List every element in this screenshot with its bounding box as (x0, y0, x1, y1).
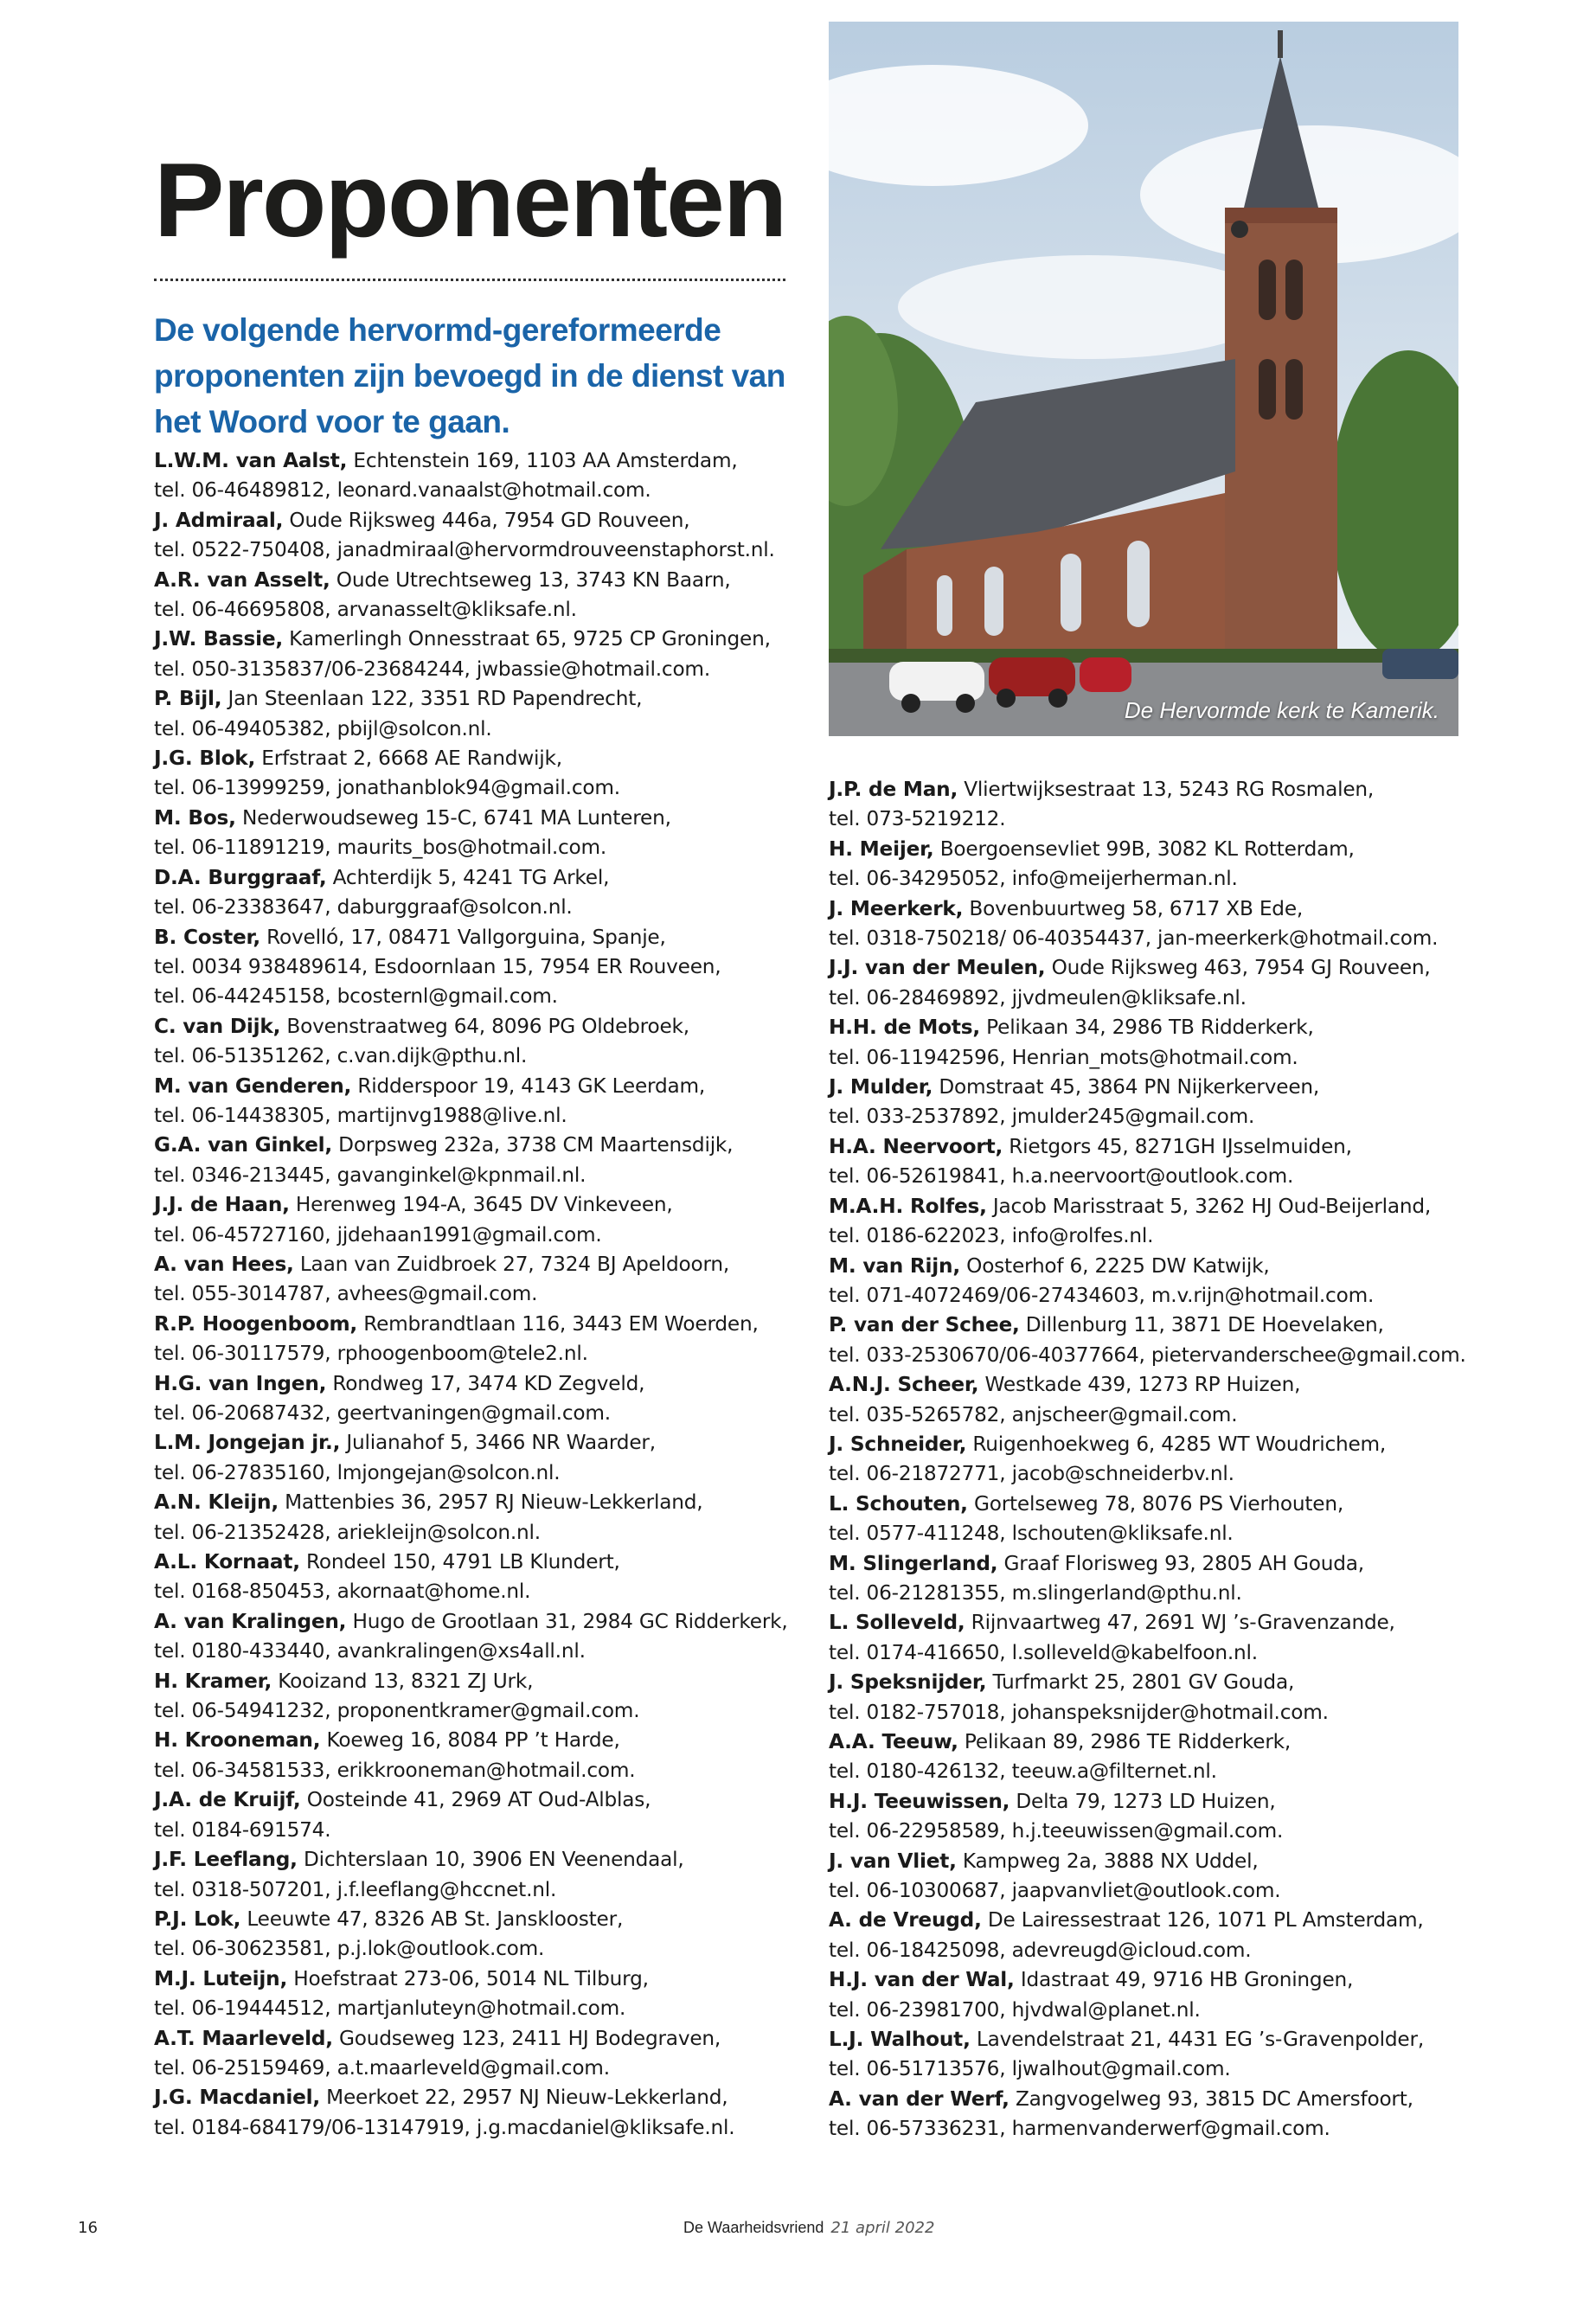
publication-name: De Waarheidsvriend (683, 2219, 824, 2236)
proponent-contact: tel. 06-23383647, daburggraaf@solcon.nl. (154, 895, 573, 920)
proponent-contact: tel. 06-51351262, c.van.dijk@pthu.nl. (154, 1044, 528, 1068)
proponent-name: M.J. Luteijn, (154, 1966, 288, 1990)
proponent-contact: tel. 06-13999259, jonathanblok94@gmail.com. (154, 776, 620, 800)
proponent-entry (154, 1428, 811, 1488)
proponent-list-right (829, 775, 1486, 2144)
proponent-name: M.A.H. Rolfes, (829, 1194, 987, 1218)
publication-date: 21 april 2022 (830, 2219, 935, 2237)
proponent-entry (829, 1490, 1486, 1549)
proponent-name: R.P. Hoogenboom, (154, 1311, 358, 1336)
church-photo (829, 22, 1458, 736)
proponent-address: Bovenbuurtweg 58, 6717 XB Ede, (963, 896, 1304, 920)
proponent-entry (154, 684, 811, 744)
entry-address-line (829, 1013, 1486, 1042)
proponent-entry (154, 863, 811, 923)
proponent-address: Hoefstraat 273-06, 5014 NL Tilburg, (287, 1966, 649, 1990)
proponent-name: J. van Vliet, (829, 1849, 957, 1873)
proponent-entry (154, 1488, 811, 1548)
proponent-contact: tel. 06-22958589, h.j.teeuwissen@gmail.com. (829, 1819, 1284, 1843)
entry-address-line (154, 2083, 811, 2112)
proponent-entry (829, 1192, 1486, 1252)
proponent-name: A.A. Teeuw, (829, 1730, 958, 1753)
proponent-address: Erfstraat 2, 6668 AE Randwijk, (255, 747, 562, 771)
entry-address-line (154, 566, 811, 595)
page-title: Proponenten (154, 141, 786, 259)
entry-address-line (154, 1131, 811, 1160)
proponent-entry (154, 1369, 811, 1429)
proponent-name: A.N. Kleijn, (154, 1490, 279, 1515)
proponent-name: J. Schneider, (829, 1432, 967, 1456)
proponent-name: L.J. Walhout, (829, 2028, 971, 2052)
proponent-name: A.T. Maarleveld, (154, 2026, 333, 2050)
proponent-entry (829, 1668, 1486, 1727)
dotted-divider (154, 279, 785, 281)
proponent-address: Rijnvaartweg 47, 2691 WJ ’s-Gravenzande, (965, 1611, 1395, 1635)
proponent-name: H.H. de Mots, (829, 1016, 980, 1040)
proponent-entry (829, 1132, 1486, 1192)
proponent-name: L. Schouten, (829, 1491, 968, 1516)
proponent-address: Kooizand 13, 8321 ZJ Urk, (272, 1669, 534, 1693)
proponent-address: Rondeel 150, 4791 LB Klundert, (299, 1550, 620, 1574)
proponent-entry (154, 923, 811, 1012)
entry-address-line (829, 1073, 1486, 1102)
proponent-contact: tel. 055-3014787, avhees@gmail.com. (154, 1282, 538, 1306)
proponent-contact: tel. 033-2530670/06-40377664, pietervanderschee@gmail.com. (829, 1343, 1466, 1367)
proponent-address: Herenweg 194-A, 3645 DV Vinkeveen, (289, 1193, 673, 1217)
proponent-name: M. van Rijn, (829, 1253, 960, 1278)
entry-address-line (154, 684, 811, 714)
proponent-address: Turfmarkt 25, 2801 GV Gouda, (986, 1670, 1295, 1695)
proponent-name: D.A. Burggraaf, (154, 865, 327, 889)
proponent-name: H. Meijer, (829, 836, 934, 861)
proponent-address: Mattenbies 36, 2957 RJ Nieuw-Lekkerland, (278, 1490, 703, 1515)
proponent-entry (154, 1905, 811, 1965)
entry-address-line (154, 446, 811, 476)
entry-address-line (154, 1250, 811, 1279)
proponent-contact: tel. 0346-213445, gavanginkel@kpnmail.nl. (154, 1163, 586, 1187)
proponent-address: Pelikaan 89, 2986 TE Ridderkerk, (958, 1730, 1292, 1753)
entry-address-line (829, 1252, 1486, 1281)
proponent-contact: tel. 06-46489812, leonard.vanaalst@hotmail.com. (154, 478, 651, 503)
proponent-contact: tel. 06-25159469, a.t.maarleveld@gmail.com. (154, 2055, 610, 2080)
proponent-contact: tel. 06-34581533, erikkrooneman@hotmail.com. (154, 1758, 636, 1782)
proponent-contact: tel. 06-51713576, ljwalhout@gmail.com. (829, 2057, 1231, 2081)
proponent-entry (154, 1190, 811, 1250)
proponent-address: Jacob Marisstraat 5, 3262 HJ Oud-Beijerland, (986, 1194, 1432, 1218)
entry-address-line (829, 1965, 1486, 1995)
proponent-address: Oosteinde 41, 2969 AT Oud-Alblas, (300, 1788, 651, 1812)
proponent-name: L.M. Jongejan jr., (154, 1431, 341, 1455)
proponent-contact: tel. 06-34295052, info@meijerherman.nl. (829, 867, 1238, 891)
entry-address-line (829, 835, 1486, 864)
proponent-address: Goudseweg 123, 2411 HJ Bodegraven, (332, 2026, 721, 2050)
proponent-entry (829, 1430, 1486, 1490)
proponent-address: Jan Steenlaan 122, 3351 RD Papendrecht, (221, 687, 643, 711)
proponent-entry (829, 1608, 1486, 1668)
proponent-name: H.J. Teeuwissen, (829, 1789, 1010, 1813)
proponent-contact: tel. 06-21352428, ariekleijn@solcon.nl. (154, 1520, 541, 1544)
proponent-address: Dillenburg 11, 3871 DE Hoevelaken, (1019, 1313, 1384, 1337)
photo-caption: De Hervormde kerk te Kamerik. (1124, 697, 1439, 723)
proponent-entry (154, 1726, 811, 1785)
proponent-contact: tel. 0174-416650, l.solleveld@kabelfoon.nl. (829, 1640, 1258, 1664)
proponent-name: J.A. de Kruijf, (154, 1788, 301, 1812)
entry-address-line (154, 1488, 811, 1517)
proponent-entry (154, 2083, 811, 2143)
proponent-contact: tel. 06-52619841, h.a.neervoort@outlook.com. (829, 1164, 1294, 1189)
proponent-entry (829, 953, 1486, 1013)
proponent-entry (154, 1548, 811, 1607)
proponent-address: Rietgors 45, 8271GH IJsselmuiden, (1003, 1134, 1352, 1158)
proponent-name: M. Bos, (154, 805, 236, 830)
proponent-address: Rembrandtlaan 116, 3443 EM Woerden, (357, 1311, 759, 1336)
proponent-contact: tel. 050-3135837/06-23684244, jwbassie@hotmail.com. (154, 657, 710, 681)
proponent-entry (829, 1787, 1486, 1847)
entry-address-line (829, 1490, 1486, 1519)
proponent-entry (829, 2085, 1486, 2144)
entry-address-line (154, 1072, 811, 1101)
proponent-name: J.P. de Man, (829, 778, 958, 801)
proponent-contact: tel. 0577-411248, lschouten@kliksafe.nl. (829, 1522, 1234, 1546)
proponent-address: Achterdijk 5, 4241 TG Arkel, (326, 865, 610, 889)
proponent-contact: tel. 0180-433440, avankralingen@xs4all.nl. (154, 1639, 586, 1663)
proponent-name: J. Admiraal, (154, 508, 284, 532)
proponent-contact: tel. 035-5265782, anjscheer@gmail.com. (829, 1402, 1238, 1426)
entry-address-line (829, 953, 1486, 983)
proponent-name: J.W. Bassie, (154, 627, 284, 651)
proponent-contact: tel. 0182-757018, johanspeksnijder@hotmail.com. (829, 1700, 1329, 1724)
proponent-address: Meerkoet 22, 2957 NJ Nieuw-Lekkerland, (320, 2086, 728, 2110)
proponent-address: Idastraat 49, 9716 HB Groningen, (1014, 1968, 1354, 1992)
proponent-entry (829, 775, 1486, 835)
proponent-contact: tel. 073-5219212. (829, 807, 1006, 831)
proponent-address: Lavendelstraat 21, 4431 EG ’s-Gravenpolder, (970, 2028, 1424, 2052)
proponent-contact: tel. 06-23981700, hjvdwal@planet.nl. (829, 1997, 1201, 2022)
proponent-address: Zangvogelweg 93, 3815 DC Amersfoort, (1009, 2086, 1413, 2111)
proponent-name: J.G. Blok, (154, 747, 256, 771)
proponent-contact: tel. 0318-507201, j.f.leeflang@hccnet.nl. (154, 1877, 557, 1901)
proponent-contact: tel. 0184-684179/06-13147919, j.g.macdaniel@kliksafe.nl. (154, 2115, 735, 2139)
entry-address-line (829, 1430, 1486, 1459)
proponent-name: A. van Kralingen, (154, 1609, 347, 1633)
proponent-name: A. de Vreugd, (829, 1908, 982, 1932)
proponent-address: Rondweg 17, 3474 KD Zegveld, (326, 1371, 645, 1395)
proponent-contact: tel. 06-27835160, lmjongejan@solcon.nl. (154, 1460, 561, 1484)
proponent-contact: tel. 06-28469892, jjvdmeulen@kliksafe.nl. (829, 985, 1247, 1009)
entry-address-line (154, 1428, 811, 1458)
proponent-entry (154, 1667, 811, 1727)
entry-address-line (154, 506, 811, 535)
entry-address-line (829, 894, 1486, 924)
proponent-contact: tel. 0168-850453, akornaat@home.nl. (154, 1580, 531, 1604)
proponent-address: Westkade 439, 1273 RP Huizen, (978, 1373, 1301, 1397)
proponent-entry (154, 1250, 811, 1310)
entry-address-line (154, 744, 811, 773)
proponent-address: Koeweg 16, 8084 PP ’t Harde, (320, 1728, 620, 1753)
proponent-name: A.R. van Asselt, (154, 567, 330, 592)
proponent-contact: tel. 0522-750408, janadmiraal@hervormdrouveenstaphorst.nl. (154, 538, 775, 562)
entry-address-line (829, 1847, 1486, 1876)
proponent-address: Boergoensevliet 99B, 3082 KL Rotterdam, (933, 836, 1355, 861)
proponent-name: P. van der Schee, (829, 1313, 1020, 1337)
proponent-address: Bovenstraatweg 64, 8096 PG Oldebroek, (280, 1014, 689, 1038)
proponent-address: Dorpsweg 232a, 3738 CM Maartensdijk, (332, 1133, 734, 1157)
proponent-contact: tel. 06-54941232, proponentkramer@gmail.com. (154, 1699, 640, 1723)
proponent-entry (154, 446, 811, 506)
proponent-contact: tel. 06-46695808, arvanasselt@kliksafe.nl. (154, 598, 577, 622)
proponent-entry (154, 625, 811, 684)
proponent-contact: tel. 06-10300687, jaapvanvliet@outlook.com. (829, 1879, 1281, 1903)
entry-address-line (154, 1607, 811, 1637)
proponent-entry (829, 1311, 1486, 1370)
proponent-name: J.J. van der Meulen, (829, 956, 1046, 980)
proponent-entry (829, 2025, 1486, 2085)
entry-address-line (829, 1132, 1486, 1162)
proponent-entry (829, 835, 1486, 894)
proponent-contact: tel. 06-19444512, martjanluteyn@hotmail.com. (154, 1997, 626, 2021)
entry-address-line (154, 1785, 811, 1815)
proponent-address: Graaf Florisweg 93, 2805 AH Gouda, (997, 1551, 1364, 1575)
proponent-contact: tel. 06-57336231, harmenvanderwerf@gmail.com. (829, 2117, 1330, 2141)
proponent-address: Hugo de Grootlaan 31, 2984 GC Ridderkerk, (346, 1609, 788, 1633)
proponent-address: Leeuwte 47, 8326 AB St. Jansklooster, (240, 1907, 624, 1931)
proponent-address: Oude Rijksweg 446a, 7954 GD Rouveen, (283, 508, 690, 532)
entry-address-line (829, 2025, 1486, 2054)
entry-address-line (154, 1845, 811, 1875)
proponent-entry (829, 1847, 1486, 1907)
entry-address-line (829, 1668, 1486, 1697)
proponent-entry (154, 804, 811, 863)
footer-publication (683, 2219, 934, 2237)
proponent-entry (829, 1013, 1486, 1073)
proponent-name: J. Meerkerk, (829, 896, 964, 920)
entry-address-line (829, 1608, 1486, 1638)
proponent-entry (154, 2024, 811, 2084)
proponent-contact: tel. 06-18425098, adevreugd@icloud.com. (829, 1938, 1252, 1962)
entry-address-line (154, 1310, 811, 1339)
proponent-contact: tel. 0034 938489614, Esdoornlaan 15, 7954 ER Rouveen, (154, 954, 721, 978)
proponent-entry (829, 1370, 1486, 1430)
proponent-address: Pelikaan 34, 2986 TB Ridderkerk, (980, 1016, 1314, 1040)
entry-address-line (829, 1192, 1486, 1221)
entry-address-line (154, 1012, 811, 1042)
proponent-contact: tel. 06-14438305, martijnvg1988@live.nl. (154, 1103, 567, 1127)
proponent-entry (154, 1012, 811, 1072)
entry-address-line (829, 1787, 1486, 1817)
proponent-address: Oude Rijksweg 463, 7954 GJ Rouveen, (1045, 956, 1431, 980)
proponent-contact: tel. 06-11942596, Henrian_mots@hotmail.com. (829, 1045, 1298, 1069)
proponent-entry (154, 1310, 811, 1369)
proponent-address: Domstraat 45, 3864 PN Nijkerkerveen, (933, 1075, 1320, 1099)
proponent-address: Dichterslaan 10, 3906 EN Veenendaal, (297, 1848, 684, 1872)
proponent-entry (829, 1906, 1486, 1965)
proponent-name: J.J. de Haan, (154, 1193, 290, 1217)
proponent-address: De Lairessestraat 126, 1071 PL Amsterdam, (981, 1908, 1424, 1932)
entry-address-line (154, 1190, 811, 1220)
proponent-entry (154, 1131, 811, 1190)
proponent-entry (154, 1072, 811, 1131)
entry-address-line (154, 804, 811, 833)
proponent-entry (154, 1785, 811, 1845)
proponent-contact: tel. 06-20687432, geertvaningen@gmail.com. (154, 1401, 611, 1425)
proponent-name: L.W.M. van Aalst, (154, 449, 348, 472)
proponent-entry (829, 1073, 1486, 1132)
proponent-contact: tel. 06-45727160, jjdehaan1991@gmail.com. (154, 1222, 602, 1247)
entry-address-line (154, 1726, 811, 1755)
entry-address-line (154, 1905, 811, 1934)
proponent-address: Ruigenhoekweg 6, 4285 WT Woudrichem, (966, 1432, 1387, 1456)
proponent-name: J.F. Leeflang, (154, 1848, 298, 1872)
proponent-contact: tel. 06-11891219, maurits_bos@hotmail.com. (154, 836, 607, 860)
proponent-entry (154, 744, 811, 804)
proponent-address: Oosterhof 6, 2225 DW Katwijk, (959, 1253, 1270, 1278)
proponent-name: A.L. Kornaat, (154, 1550, 300, 1574)
entry-address-line (154, 1369, 811, 1399)
proponent-contact: tel. 033-2537892, jmulder245@gmail.com. (829, 1105, 1255, 1129)
proponent-contact: tel. 06-30117579, rphoogenboom@tele2.nl. (154, 1342, 588, 1366)
proponent-entry (154, 506, 811, 566)
proponent-entry (154, 566, 811, 625)
proponent-address: Julianahof 5, 3466 NR Waarder, (340, 1431, 656, 1455)
proponent-contact: tel. 06-21872771, jacob@schneiderbv.nl. (829, 1462, 1234, 1486)
proponent-name: B. Coster, (154, 925, 260, 949)
proponent-name: P.J. Lok, (154, 1907, 241, 1931)
proponent-name: H. Kramer, (154, 1669, 272, 1693)
entry-address-line (154, 2024, 811, 2054)
proponent-name: J. Mulder, (829, 1075, 933, 1099)
entry-address-line (829, 1549, 1486, 1579)
entry-address-line (829, 775, 1486, 804)
proponent-address: Ridderspoor 19, 4143 GK Leerdam, (351, 1074, 706, 1098)
proponent-name: G.A. van Ginkel, (154, 1133, 333, 1157)
proponent-entry (829, 1252, 1486, 1311)
entry-address-line (154, 1667, 811, 1696)
proponent-address: Laan van Zuidbroek 27, 7324 BJ Apeldoorn, (293, 1252, 730, 1276)
proponent-contact: tel. 0184-691574. (154, 1817, 331, 1842)
proponent-name: H. Krooneman, (154, 1728, 321, 1753)
entry-address-line (154, 625, 811, 654)
proponent-list-left (154, 446, 811, 2143)
proponent-name: H.G. van Ingen, (154, 1371, 327, 1395)
entry-address-line (154, 863, 811, 893)
proponent-name: H.A. Neervoort, (829, 1134, 1003, 1158)
proponent-contact: tel. 0180-426132, teeuw.a@filternet.nl. (829, 1759, 1217, 1784)
proponent-name: C. van Dijk, (154, 1014, 281, 1038)
proponent-name: L. Solleveld, (829, 1611, 965, 1635)
proponent-contact: tel. 0186-622023, info@rolfes.nl. (829, 1224, 1154, 1248)
proponent-name: A. van der Werf, (829, 2086, 1010, 2111)
proponent-name: A.N.J. Scheer, (829, 1373, 979, 1397)
entry-address-line (829, 1311, 1486, 1340)
entry-address-line (829, 1727, 1486, 1757)
proponent-entry (829, 894, 1486, 954)
proponent-address: Oude Utrechtseweg 13, 3743 KN Baarn, (330, 567, 731, 592)
proponent-contact: tel. 06-49405382, pbijl@solcon.nl. (154, 716, 492, 740)
entry-address-line (829, 2085, 1486, 2114)
proponent-address: Vliertwijksestraat 13, 5243 RG Rosmalen, (958, 778, 1375, 801)
lead-paragraph: De volgende hervormd-gereformeerde proponenten zijn bevoegd in de dienst van het Woord voor te gaan. (154, 312, 785, 439)
proponent-entry (154, 1965, 811, 2024)
entry-address-line (154, 923, 811, 952)
proponent-contact: tel. 0318-750218/ 06-40354437, jan-meerkerk@hotmail.com. (829, 926, 1439, 951)
proponent-contact: tel. 06-30623581, p.j.lok@outlook.com. (154, 1937, 545, 1961)
proponent-entry (154, 1607, 811, 1667)
proponent-entry (154, 1845, 811, 1905)
proponent-name: A. van Hees, (154, 1252, 294, 1276)
entry-address-line (154, 1548, 811, 1577)
proponent-contact: tel. 06-21281355, m.slingerland@pthu.nl. (829, 1580, 1242, 1605)
proponent-address: Gortelseweg 78, 8076 PS Vierhouten, (967, 1491, 1343, 1516)
proponent-address: Nederwoudseweg 15-C, 6741 MA Lunteren, (235, 805, 671, 830)
proponent-address: Delta 79, 1273 LD Huizen, (1010, 1789, 1276, 1813)
proponent-entry (829, 1727, 1486, 1787)
page-number: 16 (78, 2219, 98, 2237)
proponent-entry (829, 1965, 1486, 2025)
proponent-name: M. van Genderen, (154, 1074, 352, 1098)
entry-address-line (154, 1965, 811, 1994)
proponent-name: J.G. Macdaniel, (154, 2086, 320, 2110)
proponent-name: P. Bijl, (154, 687, 222, 711)
proponent-name: H.J. van der Wal, (829, 1968, 1015, 1992)
proponent-address: Kamerlingh Onnesstraat 65, 9725 CP Groningen, (283, 627, 771, 651)
proponent-address: Kampweg 2a, 3888 NX Uddel, (956, 1849, 1259, 1873)
proponent-contact: tel. 071-4072469/06-27434603, m.v.rijn@hotmail.com. (829, 1283, 1375, 1307)
entry-address-line (829, 1906, 1486, 1935)
proponent-address: Echtenstein 169, 1103 AA Amsterdam, (347, 449, 738, 472)
proponent-contact-extra: tel. 06-44245158, bcosternl@gmail.com. (154, 984, 558, 1009)
proponent-name: M. Slingerland, (829, 1551, 998, 1575)
proponent-address: Rovelló, 17, 08471 Vallgorguina, Spanje, (260, 925, 666, 949)
entry-address-line (829, 1370, 1486, 1400)
proponent-name: J. Speksnijder, (829, 1670, 987, 1695)
proponent-entry (829, 1549, 1486, 1609)
